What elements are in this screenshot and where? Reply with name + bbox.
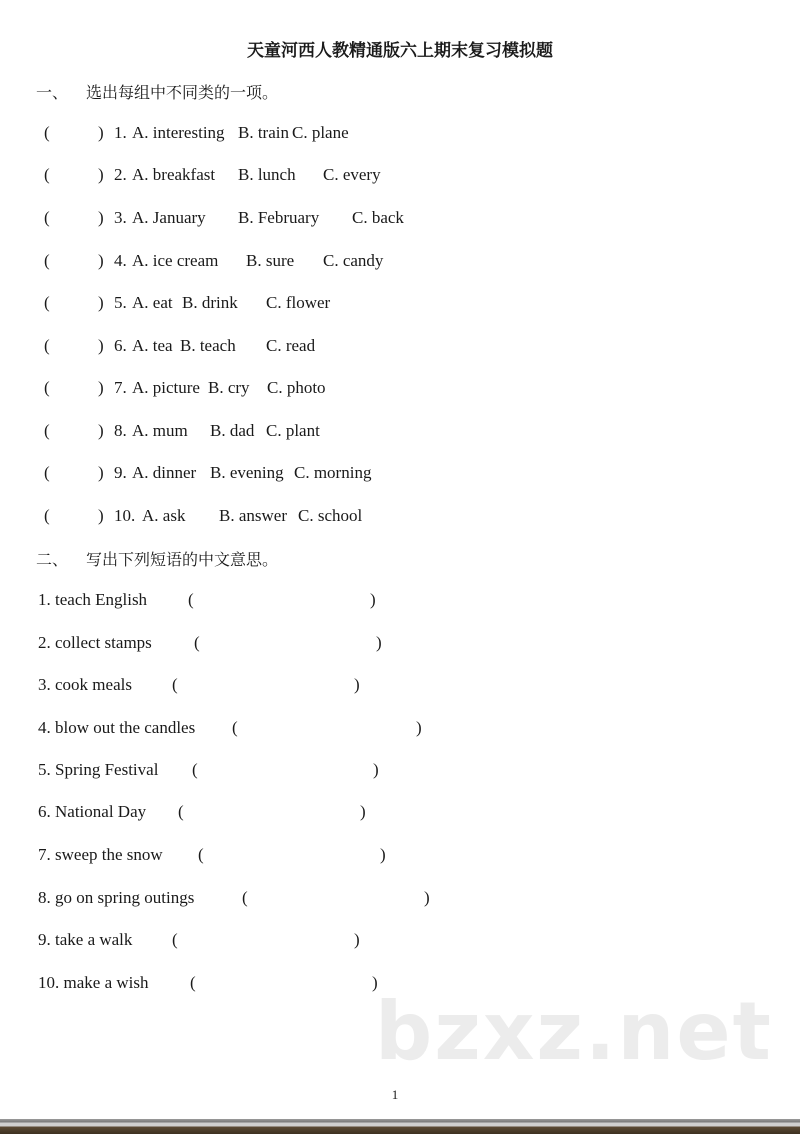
option-b: B. dad — [210, 421, 255, 440]
option-b: B. train — [238, 123, 289, 142]
option-c: C. plane — [292, 123, 349, 142]
section-1-instruction: 选出每组中不同类的一项。 — [86, 83, 279, 102]
translation-blank-close: ) — [416, 718, 422, 737]
phrase-text: 3. cook meals — [38, 675, 132, 694]
translation-blank-close: ) — [354, 675, 360, 694]
translation-blank-open: ( — [188, 590, 194, 609]
answer-blank-close: ) — [98, 378, 104, 397]
translation-blank-open: ( — [172, 930, 178, 949]
section-1-number: 一、 — [36, 83, 69, 102]
question-number: 6. — [114, 336, 127, 355]
section-2-instruction: 写出下列短语的中文意思。 — [86, 550, 279, 569]
option-b: B. answer — [219, 506, 287, 525]
phrase-text: 5. Spring Festival — [38, 760, 159, 779]
translation-blank-close: ) — [372, 973, 378, 992]
translation-blank-open: ( — [198, 845, 204, 864]
option-c: C. read — [266, 336, 316, 355]
translation-blank-close: ) — [424, 888, 430, 907]
option-a: A. tea — [132, 336, 173, 355]
question-number: 3. — [114, 208, 127, 227]
option-c: C. morning — [294, 463, 372, 482]
option-b: B. teach — [180, 336, 236, 355]
answer-blank-close: ) — [98, 336, 104, 355]
answer-blank-open: ( — [44, 336, 50, 355]
translation-blank-close: ) — [360, 802, 366, 821]
option-c: C. candy — [323, 251, 384, 270]
answer-blank-close: ) — [98, 165, 104, 184]
translation-blank-close: ) — [370, 590, 376, 609]
option-a: A. interesting — [132, 123, 225, 142]
option-c: C. back — [352, 208, 404, 227]
question-number: 9. — [114, 463, 127, 482]
answer-blank-close: ) — [98, 463, 104, 482]
phrase-text: 10. make a wish — [38, 973, 149, 992]
phrase-text: 8. go on spring outings — [38, 888, 195, 907]
question-number: 1. — [114, 123, 127, 142]
answer-blank-open: ( — [44, 123, 50, 142]
translation-blank-close: ) — [376, 633, 382, 652]
translation-blank-open: ( — [190, 973, 196, 992]
question-number: 4. — [114, 251, 127, 270]
translation-blank-open: ( — [194, 633, 200, 652]
option-c: C. every — [323, 165, 381, 184]
answer-blank-close: ) — [98, 123, 104, 142]
option-a: A. ice cream — [132, 251, 219, 270]
translation-blank-open: ( — [172, 675, 178, 694]
option-a: A. breakfast — [132, 165, 216, 184]
translation-blank-open: ( — [242, 888, 248, 907]
answer-blank-close: ) — [98, 421, 104, 440]
option-a: A. picture — [132, 378, 200, 397]
answer-blank-close: ) — [98, 293, 104, 312]
translation-blank-open: ( — [192, 760, 198, 779]
option-b: B. drink — [182, 293, 238, 312]
option-c: C. school — [298, 506, 363, 525]
section-1-heading — [36, 80, 278, 103]
phrase-text: 4. blow out the candles — [38, 718, 196, 737]
phrase-text: 7. sweep the snow — [38, 845, 163, 864]
option-a: A. mum — [132, 421, 188, 440]
section-2-heading — [36, 547, 278, 570]
bottom-edge-bar — [0, 1119, 800, 1134]
option-b: B. lunch — [238, 165, 296, 184]
option-c: C. flower — [266, 293, 331, 312]
watermark: bzxz.net — [375, 985, 773, 1078]
phrase-text: 9. take a walk — [38, 930, 133, 949]
option-b: B. evening — [210, 463, 284, 482]
question-number: 10. — [114, 506, 136, 525]
option-a: A. dinner — [132, 463, 197, 482]
translation-blank-close: ) — [380, 845, 386, 864]
option-c: C. plant — [266, 421, 320, 440]
page-title: 天童河西人教精通版六上期末复习模拟题 — [247, 41, 553, 61]
option-b: B. cry — [208, 378, 250, 397]
question-number: 2. — [114, 165, 127, 184]
translation-blank-open: ( — [178, 802, 184, 821]
translation-blank-open: ( — [232, 718, 238, 737]
answer-blank-open: ( — [44, 463, 50, 482]
answer-blank-close: ) — [98, 506, 104, 525]
question-number: 7. — [114, 378, 127, 397]
option-b: B. sure — [246, 251, 295, 270]
answer-blank-open: ( — [44, 293, 50, 312]
option-b: B. February — [238, 208, 320, 227]
question-number: 5. — [114, 293, 127, 312]
answer-blank-open: ( — [44, 506, 50, 525]
page-number: 1 — [391, 1087, 399, 1102]
answer-blank-open: ( — [44, 251, 50, 270]
option-a: A. January — [132, 208, 206, 227]
section-2-number: 二、 — [36, 550, 69, 569]
option-a: A. eat — [132, 293, 173, 312]
translation-blank-close: ) — [373, 760, 379, 779]
answer-blank-open: ( — [44, 165, 50, 184]
answer-blank-open: ( — [44, 378, 50, 397]
option-a: A. ask — [142, 506, 186, 525]
answer-blank-close: ) — [98, 251, 104, 270]
answer-blank-open: ( — [44, 421, 50, 440]
phrase-text: 1. teach English — [38, 590, 148, 609]
translation-blank-close: ) — [354, 930, 360, 949]
phrase-text: 2. collect stamps — [38, 633, 152, 652]
question-number: 8. — [114, 421, 127, 440]
phrase-text: 6. National Day — [38, 802, 147, 821]
answer-blank-open: ( — [44, 208, 50, 227]
answer-blank-close: ) — [98, 208, 104, 227]
option-c: C. photo — [267, 378, 326, 397]
